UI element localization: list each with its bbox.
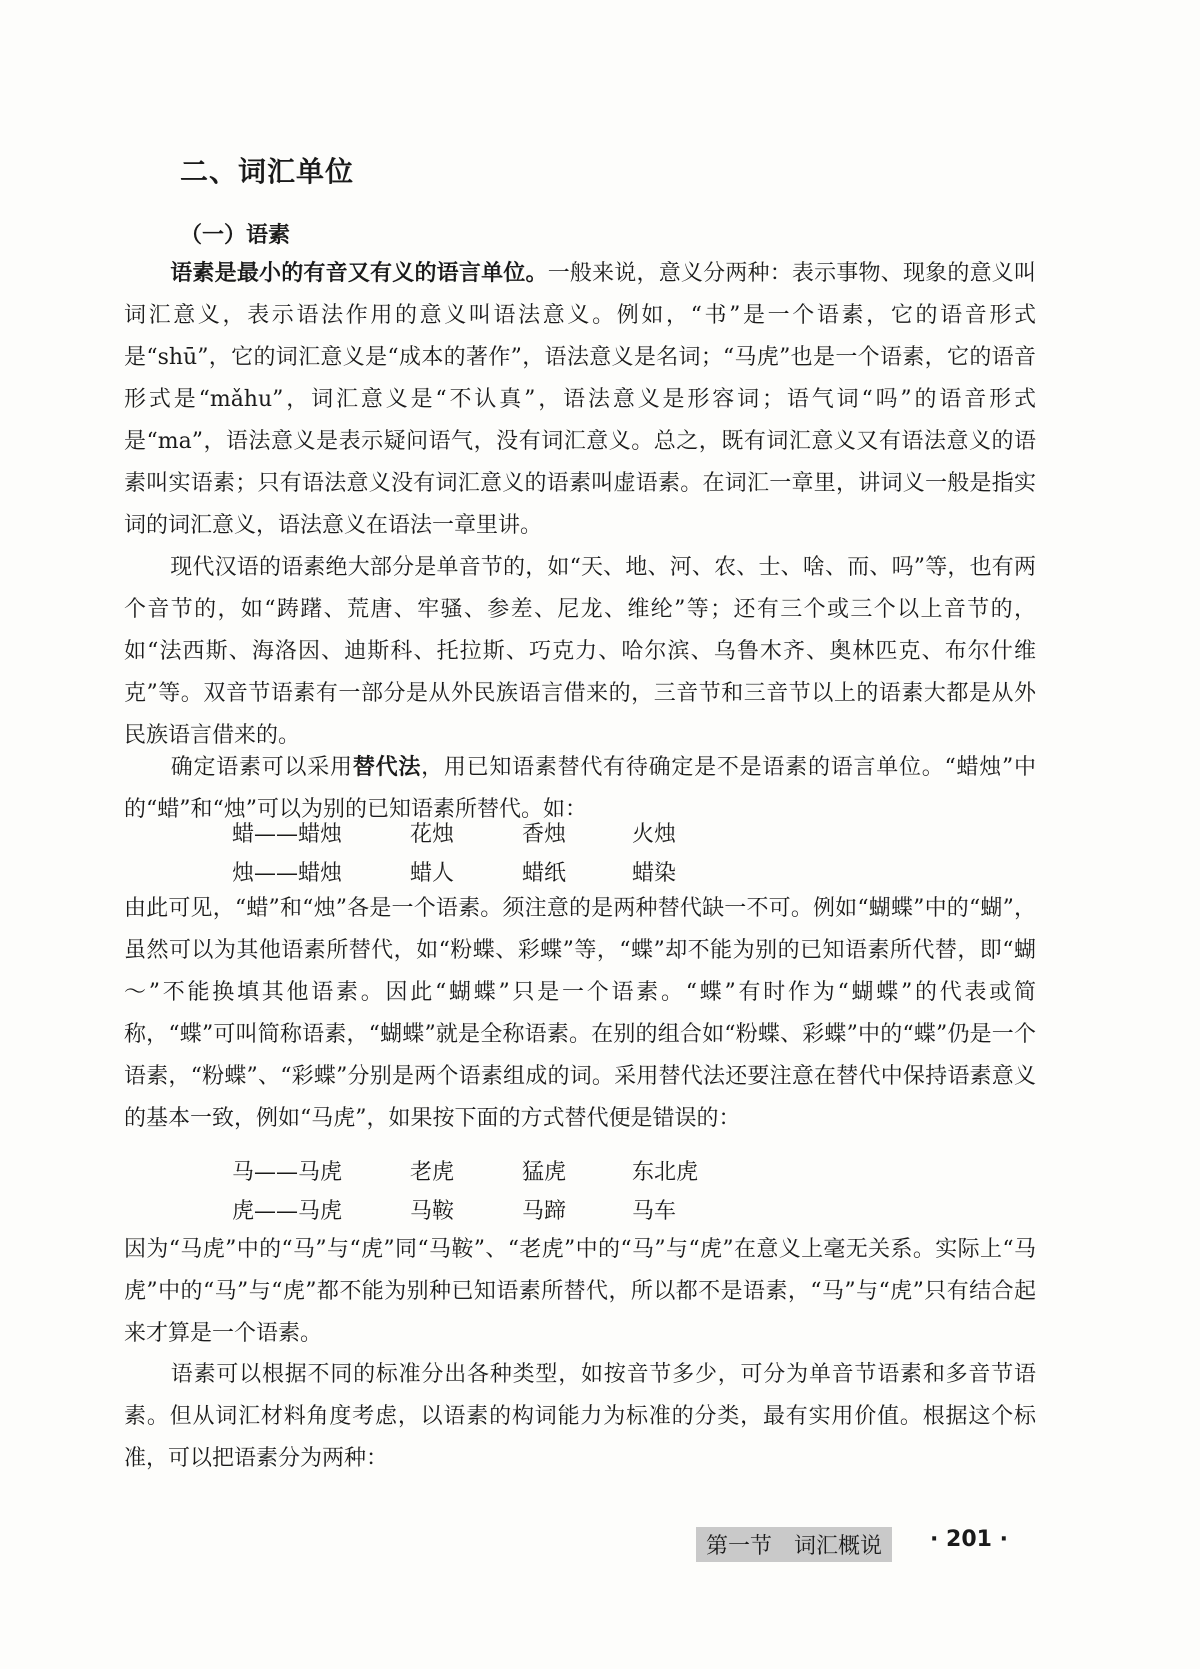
- page-number: · 201 ·: [930, 1527, 1008, 1552]
- definition-body-text: 一般来说，意义分两种：表示事物、现象的意义叫词汇意义，表示语法作用的意义叫语法意义。例如，“书”是一个语素，它的语音形式是“shū”，它的词汇意义是“成本的著作”，语法意义是名词；“马虎”也是一个语素，它的语音形式是“mǎhu”，词汇意义是“不认真”，语法意义是形容词；语气词“吗”的语音形式是“ma”，语法意义是表示疑问语气，没有词汇意义。总之，既有词汇意义又有语法意义的语素叫实语素；只有语法意义没有词汇意义的语素叫虚语素。在词汇一章里，讲词义一般是指实词的词汇意义，语法意义在语法一章里讲。: [124, 261, 1036, 538]
- butterfly-text: 由此可见，“蜡”和“烛”各是一个语素。须注意的是两种替代缺一不可。例如“蝴蝶”中的“蝴”，虽然可以为其他语素所替代，如“粉蝶、彩蝶”等，“蝶”却不能为别的已知语素所代替，即“蝴～”不能换填其他语素。因此“蝴蝶”只是一个语素。“蝶”有时作为“蝴蝶”的代表或简称，“蝶”可叫简称语素，“蝴蝶”就是全称语素。在别的组合如“粉蝶、彩蝶”中的“蝶”仍是一个语素，“粉蝶”、“彩蝶”分别是两个语素组成的词。采用替代法还要注意在替代中保持语素意义的基本一致，例如“马虎”，如果按下面的方式替代便是错误的：: [124, 896, 1036, 1131]
- example-cell: 马车: [632, 1199, 677, 1224]
- definition-bold-text: 语素是最小的有音又有义的语言单位。: [170, 261, 548, 286]
- example-cell: 火烛: [632, 822, 677, 847]
- substitution-method-term: 替代法: [352, 755, 422, 780]
- paragraph-morpheme-definition: [124, 253, 1036, 547]
- section-heading: 二、词汇单位: [180, 155, 355, 188]
- example-cell: 蜡纸: [522, 861, 567, 886]
- example-cell: 马蹄: [522, 1199, 567, 1224]
- example-cell: 蜡染: [632, 861, 677, 886]
- mahu-text: 因为“马虎”中的“马”与“虎”同“马鞍”、“老虎”中的“马”与“虎”在意义上毫无关系。实际上“马虎”中的“马”与“虎”都不能为别种已知语素所替代，所以都不是语素，“马”与“虎”只有结合起来才算是一个语素。: [124, 1237, 1036, 1346]
- example-cell: 蜡——蜡烛: [232, 822, 343, 847]
- example-cell: 蜡人: [410, 861, 455, 886]
- classification-text: 语素可以根据不同的标准分出各种类型，如按音节多少，可分为单音节语素和多音节语素。但从词汇材料角度考虑，以语素的构词能力为标准的分类，最有实用价值。根据这个标准，可以把语素分为两种：: [124, 1362, 1036, 1471]
- example-cell: 花烛: [410, 822, 455, 847]
- paragraph-classification: [124, 1354, 1036, 1480]
- example-cell: 香烛: [522, 822, 567, 847]
- paragraph-syllables: [124, 547, 1036, 757]
- substitution-text-pre: 确定语素可以采用: [170, 755, 353, 780]
- syllables-text: 现代汉语的语素绝大部分是单音节的，如“天、地、河、农、士、啥、而、吗”等，也有两个音节的，如“踌躇、荒唐、牢骚、参差、尼龙、维纶”等；还有三个或三个以上音节的，如“法西斯、海洛因、迪斯科、托拉斯、巧克力、哈尔滨、乌鲁木齐、奥林匹克、布尔什维克”等。双音节语素有一部分是从外民族语言借来的，三音节和三音节以上的语素大都是从外民族语言借来的。: [124, 555, 1036, 748]
- example-cell: 东北虎: [632, 1160, 699, 1185]
- example-cell: 烛——蜡烛: [232, 861, 343, 886]
- example-cell: 马鞍: [410, 1199, 455, 1224]
- substitution-text-post: ，用已知语素替代有待确定是不是语素的语言单位。“蜡烛”中的“蜡”和“烛”可以为别的已知语素所替代。如：: [124, 755, 1036, 822]
- subsection-heading: （一）语素: [180, 223, 291, 248]
- example-cell: 马——马虎: [232, 1160, 343, 1185]
- paragraph-butterfly: [124, 888, 1036, 1140]
- example-cell: 猛虎: [522, 1160, 567, 1185]
- example-cell: 老虎: [410, 1160, 455, 1185]
- example-cell: 虎——马虎: [232, 1199, 343, 1224]
- chapter-section-label: 第一节 词汇概说: [696, 1527, 892, 1562]
- paragraph-mahu-explanation: [124, 1229, 1036, 1355]
